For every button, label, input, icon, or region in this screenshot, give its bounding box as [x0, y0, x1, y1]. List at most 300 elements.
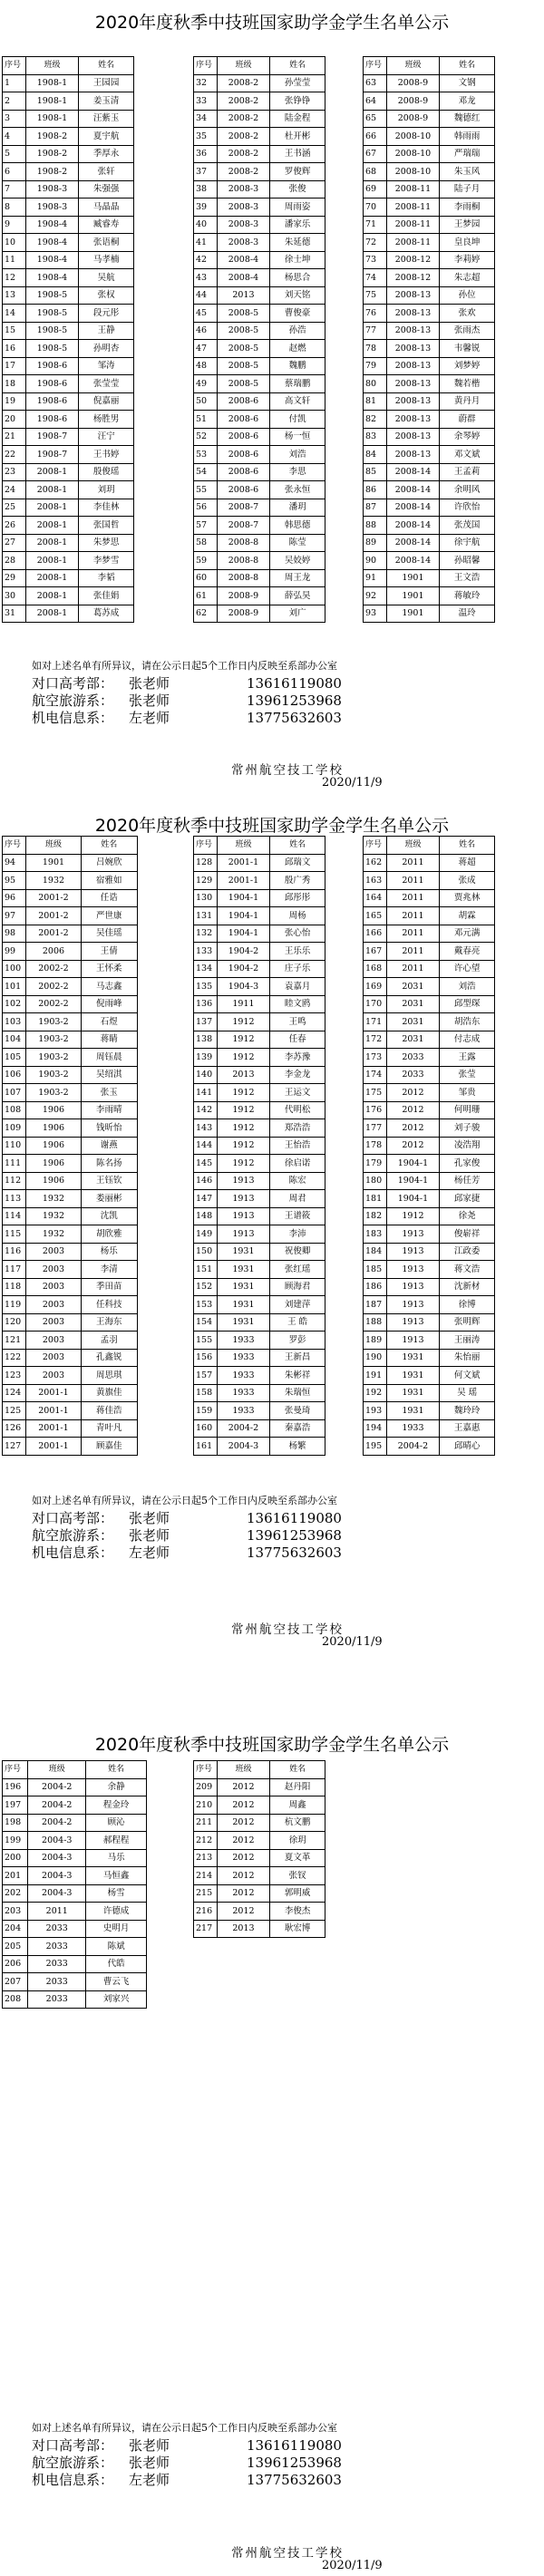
table-row [3, 1903, 147, 1921]
row-index: 1 [3, 74, 26, 92]
sheet-title: 2020年度秋季中技班国家助学金学生名单公示 [94, 1735, 450, 1755]
student-name: 张心怡 [270, 925, 325, 943]
table-row [364, 889, 495, 907]
table-row [194, 1137, 325, 1155]
class-cell: 1913 [217, 1207, 269, 1225]
row-index: 142 [194, 1101, 218, 1119]
student-name: 胡浩东 [440, 1013, 495, 1031]
table-row [194, 1402, 325, 1420]
table-row [364, 1419, 495, 1438]
row-index: 190 [364, 1349, 387, 1367]
table-row [3, 1137, 138, 1155]
student-name: 张莹 [440, 1066, 495, 1084]
sheet-3 [0, 1722, 544, 2576]
class-cell: 1908-2 [25, 163, 78, 181]
contact-row [32, 1545, 539, 1562]
class-cell: 2008-14 [386, 552, 439, 570]
class-cell: 2008-2 [217, 110, 269, 128]
header-row [3, 1761, 147, 1779]
table-row [3, 1920, 147, 1938]
school-name: 常州航空技工学校 [231, 1622, 344, 1637]
class-cell: 2008-3 [217, 216, 269, 234]
class-cell: 2013 [217, 1920, 269, 1938]
table-row [3, 1225, 138, 1244]
student-name: 蒋敏玲 [440, 587, 495, 605]
class-cell: 2008-10 [386, 128, 439, 146]
table-row [364, 569, 495, 587]
student-name: 顾沁 [86, 1814, 147, 1832]
class-cell: 2012 [217, 1867, 269, 1885]
class-cell: 2001-1 [26, 1438, 81, 1456]
row-index: 56 [194, 499, 218, 517]
student-name: 李苏豫 [270, 1049, 325, 1067]
student-name: 蒋超 [440, 854, 495, 872]
table-row [194, 357, 325, 375]
table-row [3, 128, 134, 146]
row-index: 128 [194, 854, 218, 872]
student-name: 代明松 [270, 1101, 325, 1119]
student-name: 潘玥 [270, 499, 325, 517]
row-index: 186 [364, 1278, 387, 1296]
class-cell: 1912 [386, 1207, 439, 1225]
student-name: 朱瑞恒 [270, 1384, 325, 1402]
row-index: 126 [3, 1419, 26, 1438]
row-index: 204 [3, 1920, 28, 1938]
table-row [3, 1172, 138, 1190]
student-name: 朱彬祥 [270, 1367, 325, 1385]
student-name: 戴春亮 [440, 943, 495, 961]
student-name: 张国哲 [79, 517, 134, 535]
class-cell: 1912 [217, 1155, 269, 1173]
row-index: 211 [194, 1814, 218, 1832]
contact-phone: 13616119080 [247, 2437, 342, 2454]
table-row [194, 481, 325, 499]
publish-date: 2020/11/9 [322, 776, 383, 789]
class-cell: 1901 [386, 605, 439, 623]
class-cell: 1908-5 [25, 322, 78, 340]
table-row [3, 92, 134, 111]
student-name: 张成 [440, 872, 495, 890]
contact-dept: 机电信息系： [32, 710, 114, 726]
header-index: 序号 [364, 57, 387, 75]
contact-row [32, 2455, 539, 2472]
contact-row [32, 1527, 539, 1545]
contact-teacher: 左老师 [129, 1545, 170, 1561]
row-index: 144 [194, 1137, 218, 1155]
table-row [364, 499, 495, 517]
table-row [194, 1207, 325, 1225]
class-cell: 1912 [217, 1084, 269, 1102]
class-cell: 2004-3 [28, 1849, 86, 1867]
class-cell: 2008-9 [386, 92, 439, 111]
student-name: 曹俊豪 [270, 305, 325, 323]
header-name: 姓名 [440, 57, 495, 75]
row-index: 73 [364, 251, 387, 269]
student-name: 徐士坤 [270, 251, 325, 269]
row-index: 194 [364, 1419, 387, 1438]
student-name: 刘子骏 [440, 1119, 495, 1138]
row-index: 216 [194, 1903, 218, 1921]
row-index: 171 [364, 1013, 387, 1031]
class-cell: 2033 [28, 1920, 86, 1938]
class-cell: 2011 [386, 872, 439, 890]
student-name: 许心望 [440, 960, 495, 978]
student-name: 蔚群 [440, 411, 495, 429]
student-name: 徐尧 [440, 1207, 495, 1225]
class-cell: 1931 [386, 1384, 439, 1402]
class-cell: 2008-13 [386, 392, 439, 411]
student-name: 王 皓 [270, 1313, 325, 1332]
student-name: 王海东 [81, 1313, 138, 1332]
student-name: 张欢 [440, 305, 495, 323]
student-name: 青叶凡 [81, 1419, 138, 1438]
class-cell: 2008-4 [217, 251, 269, 269]
student-name: 余明风 [440, 481, 495, 499]
student-name: 李沛 [270, 1225, 325, 1244]
class-cell: 1912 [217, 1101, 269, 1119]
class-cell: 1913 [386, 1313, 439, 1332]
row-index: 168 [364, 960, 387, 978]
row-index: 77 [364, 322, 387, 340]
row-index: 18 [3, 375, 26, 393]
table-row [364, 463, 495, 481]
class-cell: 2012 [217, 1814, 269, 1832]
class-cell: 2008-4 [217, 269, 269, 287]
class-cell: 2008-3 [217, 234, 269, 252]
row-index: 74 [364, 269, 387, 287]
row-index: 172 [364, 1031, 387, 1049]
row-index: 141 [194, 1084, 218, 1102]
student-name: 孙莹莹 [270, 74, 325, 92]
class-cell: 1904-2 [217, 943, 269, 961]
row-index: 113 [3, 1190, 26, 1208]
contact-phone: 13616119080 [247, 1510, 342, 1526]
header-class: 班级 [28, 1761, 86, 1779]
class-cell: 1911 [217, 995, 269, 1013]
class-cell: 2008-1 [25, 534, 78, 552]
table-row [3, 1013, 138, 1031]
student-name: 何文斌 [440, 1367, 495, 1385]
student-name: 邱瑞文 [270, 854, 325, 872]
class-cell: 2031 [386, 978, 439, 996]
contact-dept: 对口高考部： [32, 1510, 114, 1526]
row-index: 135 [194, 978, 218, 996]
table-row [3, 1101, 138, 1119]
row-index: 136 [194, 995, 218, 1013]
header-name: 姓名 [440, 837, 495, 855]
contact-phone: 13775632603 [247, 710, 342, 726]
student-name: 周雨姿 [270, 199, 325, 217]
sheet-1 [0, 0, 544, 789]
table-row [3, 1384, 138, 1402]
notice-text: 如对上述名单有所异议，请在公示日起5个工作日内反映至系部办公室 [32, 2422, 337, 2434]
table-row [3, 605, 134, 623]
student-name: 王钰钦 [81, 1172, 138, 1190]
row-index: 32 [194, 74, 218, 92]
row-index: 159 [194, 1402, 218, 1420]
student-name: 李梦雪 [79, 552, 134, 570]
table-row [3, 446, 134, 464]
student-name: 贾兆林 [440, 889, 495, 907]
row-index: 167 [364, 943, 387, 961]
row-index: 84 [364, 446, 387, 464]
class-cell: 1908-3 [25, 199, 78, 217]
student-name: 钱昕怡 [81, 1119, 138, 1138]
class-cell: 2008-1 [25, 605, 78, 623]
contact-row [32, 1510, 539, 1527]
student-name: 刘天铭 [270, 286, 325, 305]
student-name: 刘玥 [79, 481, 134, 499]
class-cell: 2008-6 [217, 446, 269, 464]
class-cell: 2008-6 [217, 481, 269, 499]
class-cell: 1931 [217, 1243, 269, 1261]
student-name: 李莉婷 [440, 251, 495, 269]
table-row [194, 92, 325, 111]
student-name: 孔鑫锐 [81, 1349, 138, 1367]
class-cell: 1933 [386, 1419, 439, 1438]
table-row [364, 1084, 495, 1102]
student-name: 陆子月 [440, 180, 495, 199]
class-cell: 2008-14 [386, 517, 439, 535]
class-cell: 1908-1 [25, 110, 78, 128]
header-index: 序号 [194, 1761, 218, 1779]
row-index: 130 [194, 889, 218, 907]
row-index: 43 [194, 269, 218, 287]
student-name: 朱志超 [440, 269, 495, 287]
row-index: 209 [194, 1778, 218, 1796]
class-cell: 1913 [386, 1261, 439, 1279]
class-cell: 1908-5 [25, 286, 78, 305]
student-name: 吕婉欣 [81, 854, 138, 872]
row-index: 94 [3, 854, 26, 872]
contact-dept: 机电信息系： [32, 1545, 114, 1561]
row-index: 104 [3, 1031, 26, 1049]
class-cell: 2003 [26, 1349, 81, 1367]
student-name: 魏玲玲 [440, 1402, 495, 1420]
class-cell: 2008-1 [25, 569, 78, 587]
class-cell: 2003 [26, 1278, 81, 1296]
class-cell: 2004-2 [386, 1438, 439, 1456]
table-row [364, 1225, 495, 1244]
class-cell: 1913 [386, 1332, 439, 1350]
table-row [364, 1172, 495, 1190]
class-cell: 2031 [386, 995, 439, 1013]
table-row [364, 340, 495, 358]
header-index: 序号 [3, 837, 26, 855]
table-row [364, 1349, 495, 1367]
table-row [3, 1867, 147, 1885]
contact-dept: 机电信息系： [32, 2472, 114, 2488]
class-cell: 2008-9 [217, 605, 269, 623]
class-cell: 2008-1 [25, 552, 78, 570]
class-cell: 1908-4 [25, 216, 78, 234]
header-name: 姓名 [270, 1761, 325, 1779]
table-row [3, 1796, 147, 1815]
sheet-title: 2020年度秋季中技班国家助学金学生名单公示 [94, 816, 450, 836]
class-cell: 2011 [386, 943, 439, 961]
row-index: 21 [3, 428, 26, 446]
contact-phone: 13616119080 [247, 675, 342, 692]
student-name: 郑浩浩 [270, 1119, 325, 1138]
row-index: 156 [194, 1349, 218, 1367]
student-name: 周杨 [270, 907, 325, 925]
row-index: 86 [364, 481, 387, 499]
header-name: 姓名 [86, 1761, 147, 1779]
class-cell: 2013 [217, 286, 269, 305]
row-index: 72 [364, 234, 387, 252]
student-name: 邓龙 [440, 92, 495, 111]
table-row [3, 889, 138, 907]
student-name: 吴姣婷 [270, 552, 325, 570]
class-cell: 1904-3 [217, 978, 269, 996]
class-cell: 2008-13 [386, 286, 439, 305]
row-index: 89 [364, 534, 387, 552]
student-name: 倪雨峰 [81, 995, 138, 1013]
row-index: 118 [3, 1278, 26, 1296]
row-index: 147 [194, 1190, 218, 1208]
table-row [194, 1119, 325, 1138]
contact-teacher: 张老师 [129, 2437, 170, 2454]
roster-table [193, 1760, 325, 1938]
table-row [364, 481, 495, 499]
footer [32, 1493, 539, 1562]
student-name: 周鑫 [270, 1796, 325, 1815]
row-index: 96 [3, 889, 26, 907]
class-cell: 2008-5 [217, 305, 269, 323]
class-cell: 2033 [28, 1990, 86, 2009]
student-name: 邱家捷 [440, 1190, 495, 1208]
row-index: 148 [194, 1207, 218, 1225]
row-index: 82 [364, 411, 387, 429]
row-index: 191 [364, 1367, 387, 1385]
student-name: 耿宏博 [270, 1920, 325, 1938]
class-cell: 2008-8 [217, 552, 269, 570]
row-index: 122 [3, 1349, 26, 1367]
student-name: 陈宏 [270, 1172, 325, 1190]
table-row [194, 1867, 325, 1885]
student-name: 季厚永 [79, 145, 134, 163]
table-row [364, 995, 495, 1013]
row-index: 210 [194, 1796, 218, 1815]
table-row [194, 1438, 325, 1456]
table-row [194, 340, 325, 358]
row-index: 80 [364, 375, 387, 393]
class-cell: 1912 [217, 1013, 269, 1031]
student-name: 张铮铮 [270, 92, 325, 111]
table-row [3, 1419, 138, 1438]
class-cell: 1908-1 [25, 74, 78, 92]
row-index: 195 [364, 1438, 387, 1456]
table-row [194, 1084, 325, 1102]
class-cell: 2001-2 [26, 889, 81, 907]
row-index: 46 [194, 322, 218, 340]
student-name: 睦文鸥 [270, 995, 325, 1013]
row-index: 143 [194, 1119, 218, 1138]
row-index: 115 [3, 1225, 26, 1244]
class-cell: 1903-2 [26, 1031, 81, 1049]
row-index: 106 [3, 1066, 26, 1084]
table-row [364, 411, 495, 429]
table-row [364, 428, 495, 446]
class-cell: 1913 [217, 1172, 269, 1190]
contact-row [32, 710, 539, 727]
row-index: 23 [3, 463, 26, 481]
student-name: 张雨杰 [440, 322, 495, 340]
table-row [364, 357, 495, 375]
row-index: 173 [364, 1049, 387, 1067]
class-cell: 1912 [217, 1031, 269, 1049]
student-name: 李佳林 [79, 499, 134, 517]
class-cell: 2031 [386, 1031, 439, 1049]
student-name: 周君 [270, 1190, 325, 1208]
table-row [3, 978, 138, 996]
row-index: 70 [364, 199, 387, 217]
student-name: 倪嘉丽 [79, 392, 134, 411]
student-name: 朱强强 [79, 180, 134, 199]
student-name: 邹贵 [440, 1084, 495, 1102]
table-row [364, 517, 495, 535]
table-row [194, 1155, 325, 1173]
row-index: 214 [194, 1867, 218, 1885]
student-name: 代皓 [86, 1955, 147, 1973]
class-cell: 2012 [386, 1137, 439, 1155]
student-name: 吴绍淇 [81, 1066, 138, 1084]
class-cell: 2012 [386, 1101, 439, 1119]
class-cell: 2008-14 [386, 481, 439, 499]
table-row [364, 1190, 495, 1208]
table-row [194, 110, 325, 128]
class-cell: 2008-2 [217, 74, 269, 92]
class-cell: 1933 [217, 1367, 269, 1385]
row-index: 163 [364, 872, 387, 890]
row-index: 45 [194, 305, 218, 323]
class-cell: 2008-14 [386, 534, 439, 552]
table-row [364, 216, 495, 234]
contact-teacher: 左老师 [129, 2472, 170, 2488]
class-cell: 2008-10 [386, 163, 439, 181]
table-row [3, 1938, 147, 1956]
table-row [194, 305, 325, 323]
student-name: 刘建萍 [270, 1296, 325, 1314]
table-row [364, 1049, 495, 1067]
student-name: 潘家乐 [270, 216, 325, 234]
student-name: 高文轩 [270, 392, 325, 411]
contact-row [32, 692, 539, 710]
table-row [194, 569, 325, 587]
table-row [194, 925, 325, 943]
row-index: 68 [364, 163, 387, 181]
student-name: 夏宇航 [79, 128, 134, 146]
table-row [3, 1849, 147, 1867]
class-cell: 2008-1 [25, 481, 78, 499]
table-row [194, 428, 325, 446]
contact-row [32, 2437, 539, 2455]
table-row [194, 1332, 325, 1350]
table-row [3, 392, 134, 411]
row-index: 188 [364, 1313, 387, 1332]
table-row [3, 340, 134, 358]
table-row [3, 907, 138, 925]
class-cell: 2004-2 [28, 1796, 86, 1815]
student-name: 娄丽彬 [81, 1190, 138, 1208]
table-row [194, 463, 325, 481]
class-cell: 2008-6 [217, 392, 269, 411]
table-row [3, 251, 134, 269]
row-index: 99 [3, 943, 26, 961]
student-name: 邱型琛 [440, 995, 495, 1013]
row-index: 36 [194, 145, 218, 163]
table-row [364, 251, 495, 269]
